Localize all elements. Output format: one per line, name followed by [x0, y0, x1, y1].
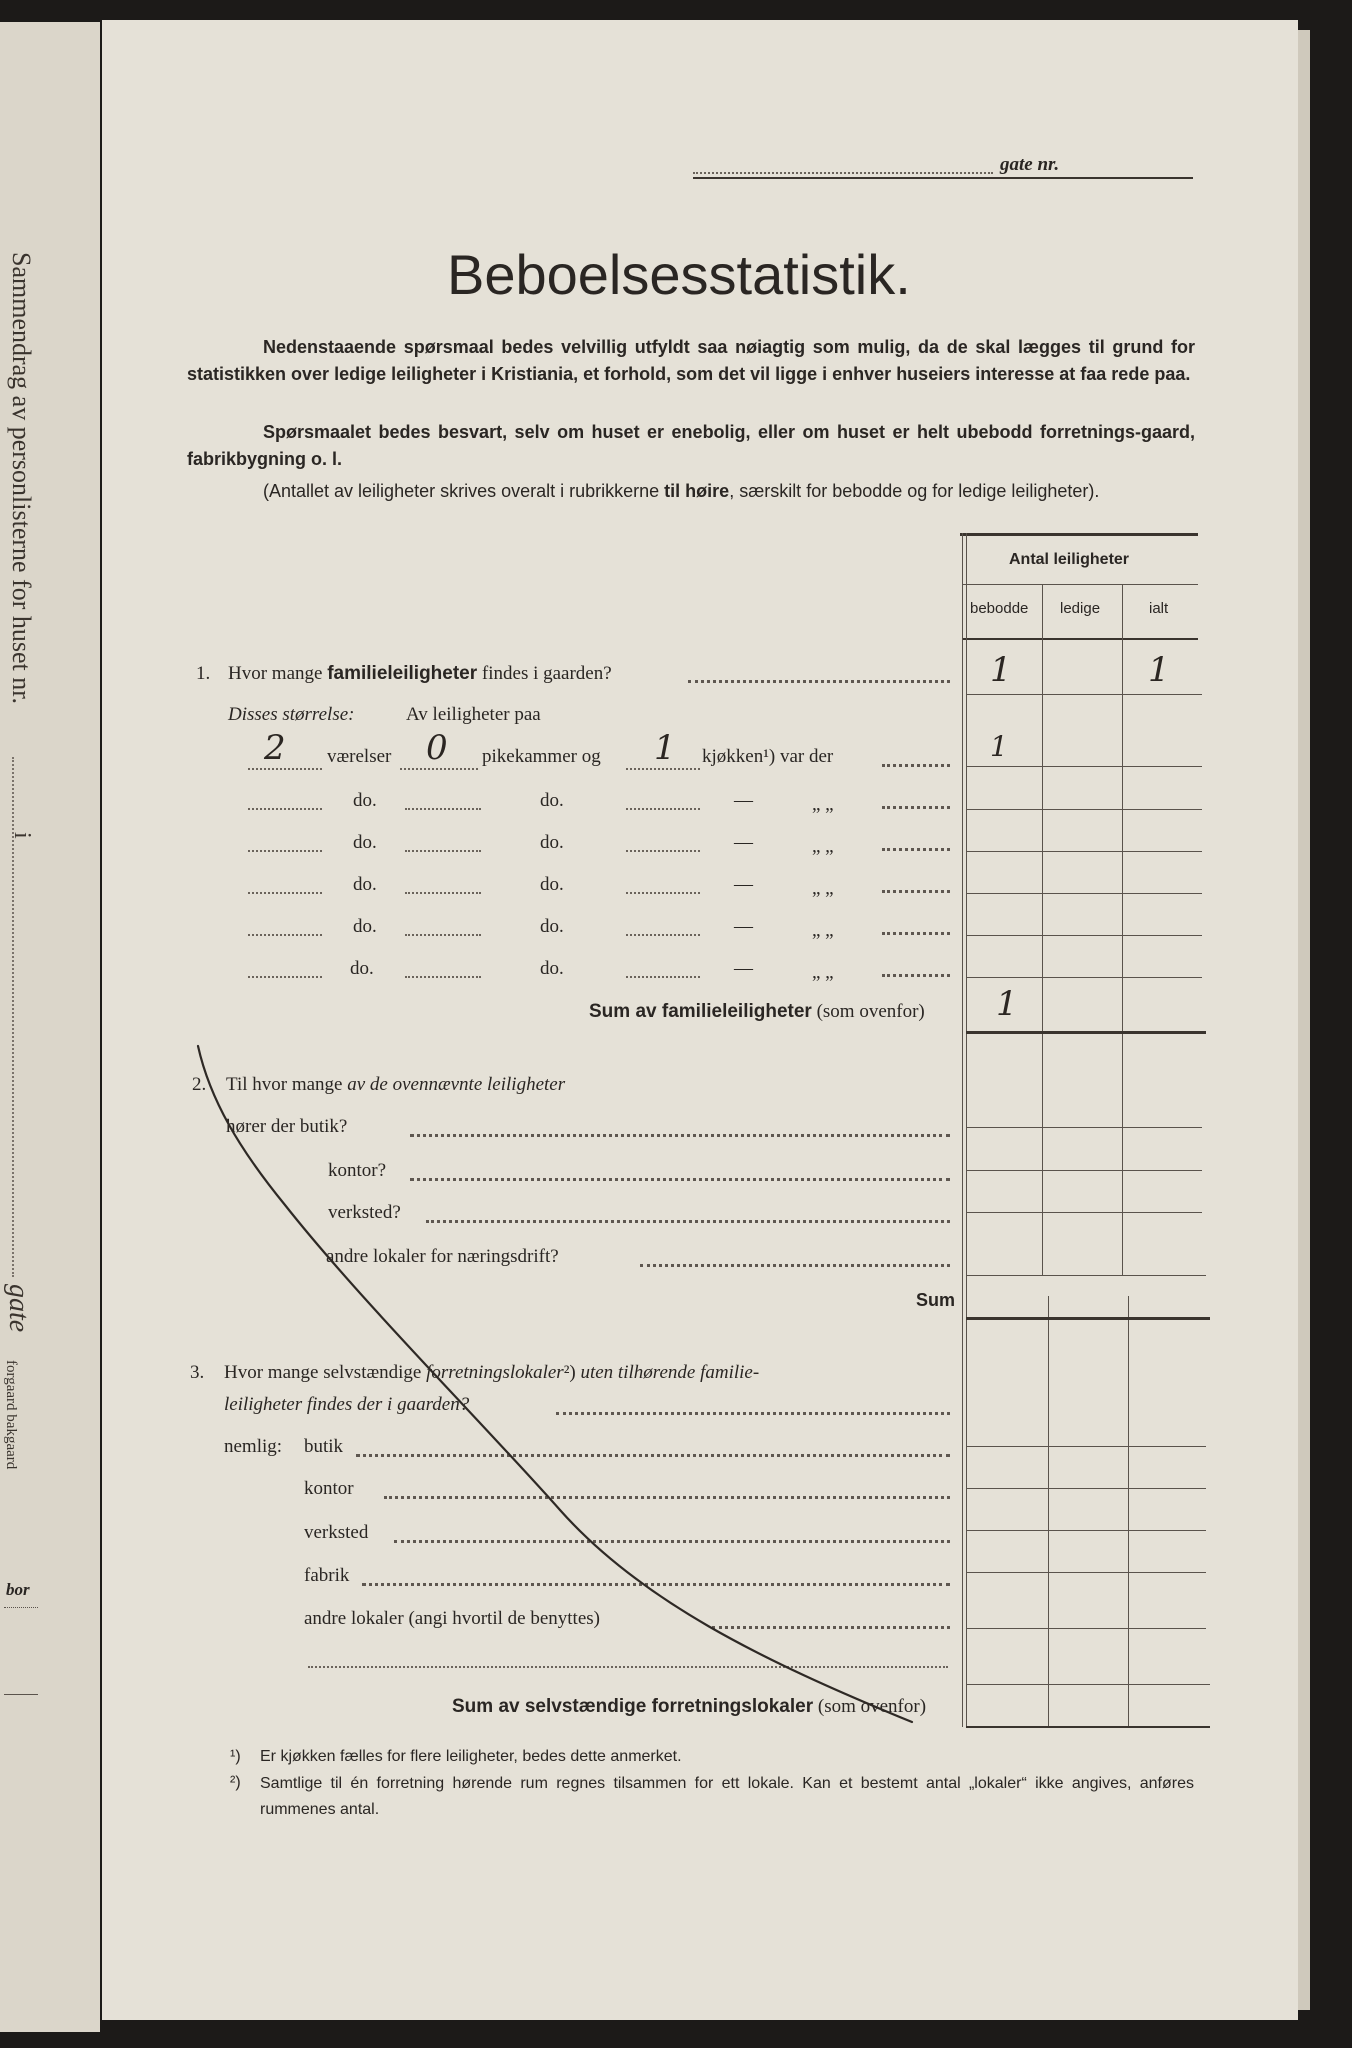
q2-andre: andre lokaler for næringsdrift?	[326, 1246, 559, 1267]
vaerelser-label: værelser	[327, 746, 392, 767]
q3-andre: andre lokaler (angi hvortil de benyttes)	[304, 1608, 600, 1629]
do-row-1-do-b: do.	[540, 790, 564, 811]
do-row-5-do-b: do.	[540, 958, 564, 979]
vertical-i-mark: i	[9, 832, 35, 839]
bor-label: bor	[6, 1580, 30, 1599]
row1-bebodde-handwritten: 1	[990, 730, 1008, 763]
do-row-5-dash: —	[734, 958, 753, 979]
q1-ialt-handwritten: 1	[1148, 650, 1170, 690]
q3-number: 3.	[190, 1362, 205, 1383]
q3-kontor: kontor	[304, 1478, 354, 1499]
q1-sum-label: Sum av familieleiligheter (som ovenfor)	[589, 1001, 925, 1022]
q2-verksted: verksted?	[328, 1202, 401, 1223]
do-row-3-do-b: do.	[540, 874, 564, 895]
do-row-2-ditto: „ „	[812, 836, 834, 857]
intro-paragraph-1: Nedenstaaende spørsmaal bedes velvillig utfyldt saa nøiagtig som mulig, da de skal lægges til grund for statistikken over ledige leiligheter i Kristiania, et forhold, som det vil ligge i enhver huseiers interesse at faa rede paa.	[187, 337, 1195, 384]
do-row-1-dash: —	[734, 790, 753, 811]
intro-paragraph-2: Spørsmaalet bedes besvart, selv om huset er enebolig, eller om huset er helt ubebodd forretnings-gaard, fabrikbygning o. l.	[187, 422, 1195, 469]
footnote-2-mark: ²)	[230, 1774, 241, 1791]
q3-butik: butik	[304, 1436, 344, 1457]
q3-fabrik: fabrik	[304, 1565, 350, 1586]
footnote-1: Er kjøkken fælles for flere leiligheter, bedes dette anmerket.	[260, 1748, 682, 1765]
col-ledige-header: ledige	[1060, 600, 1101, 617]
q1-number: 1.	[196, 663, 211, 684]
do-row-3-ditto: „ „	[812, 878, 834, 899]
do-row-3-dash: —	[734, 874, 753, 895]
q3-question: Hvor mange selvstændige forretningslokaler²) uten tilhørende familie-	[224, 1362, 760, 1383]
q2-kontor: kontor?	[328, 1160, 387, 1181]
q3-nemlig: nemlig:	[224, 1436, 283, 1457]
q1-question: Hvor mange familieleiligheter findes i gaarden?	[228, 663, 612, 684]
kjokken-label: kjøkken¹) var der	[702, 746, 834, 767]
do-row-4-ditto: „ „	[812, 920, 834, 941]
street-sub-label: forgaard bakgaard	[3, 1360, 19, 1470]
do-row-1-do-a: do.	[353, 790, 377, 811]
page-title: Beboelsesstatistik.	[447, 243, 911, 306]
q1-sizes-text: Av leiligheter paa	[406, 704, 541, 725]
do-row-5-do-a: do.	[350, 958, 374, 979]
q3-verksted: verksted	[304, 1522, 369, 1543]
do-row-3-do-a: do.	[353, 874, 377, 895]
do-row-2-do-a: do.	[353, 832, 377, 853]
intro-paragraph-3: (Antallet av leiligheter skrives overalt i rubrikkerne til høire, særskilt for bebodde og for ledige leiligheter).	[263, 481, 1100, 501]
gate-nr-label: gate nr.	[1000, 154, 1060, 175]
vaerelser-handwritten: 2	[264, 728, 286, 768]
q2-butik: hører der butik?	[226, 1116, 348, 1137]
q1-bebodde-handwritten: 1	[990, 650, 1012, 690]
q2-question: Til hvor mange av de ovennævnte leiligheter	[226, 1074, 566, 1095]
do-row-2-dash: —	[734, 832, 753, 853]
do-row-4-do-b: do.	[540, 916, 564, 937]
q3-question-line2: leiligheter findes der i gaarden?	[224, 1394, 470, 1415]
col-ialt-header: ialt	[1149, 600, 1169, 617]
table-header-title: Antal leiligheter	[1009, 551, 1130, 568]
footnote-1-mark: ¹)	[230, 1748, 241, 1765]
kjokken-handwritten: 1	[654, 728, 676, 768]
do-row-2-do-b: do.	[540, 832, 564, 853]
vertical-title: Sammendrag av personlisterne for huset nr.	[7, 252, 36, 704]
q3-sum-label: Sum av selvstændige forretningslokaler (som ovenfor)	[452, 1696, 927, 1717]
sum-bebodde-handwritten: 1	[996, 984, 1018, 1024]
q2-number: 2.	[192, 1074, 207, 1095]
do-row-5-ditto: „ „	[812, 962, 834, 983]
footnote-2: Samtlige til én forretning hørende rum regnes tilsammen for ett lokale. Kan et bestemt antal „lokaler“ ikke angives, anføres rummenes antal.	[260, 1775, 1194, 1818]
q2-sum-label: Sum	[916, 1290, 956, 1310]
pikekammer-handwritten: 0	[426, 728, 448, 768]
q1-sizes-label: Disses størrelse:	[228, 704, 355, 725]
do-row-4-do-a: do.	[353, 916, 377, 937]
street-label: gate	[3, 1284, 34, 1333]
do-row-4-dash: —	[734, 916, 753, 937]
col-bebodde-header: bebodde	[970, 600, 1029, 617]
do-row-1-ditto: „ „	[812, 794, 834, 815]
pikekammer-label: pikekammer og	[482, 746, 601, 767]
